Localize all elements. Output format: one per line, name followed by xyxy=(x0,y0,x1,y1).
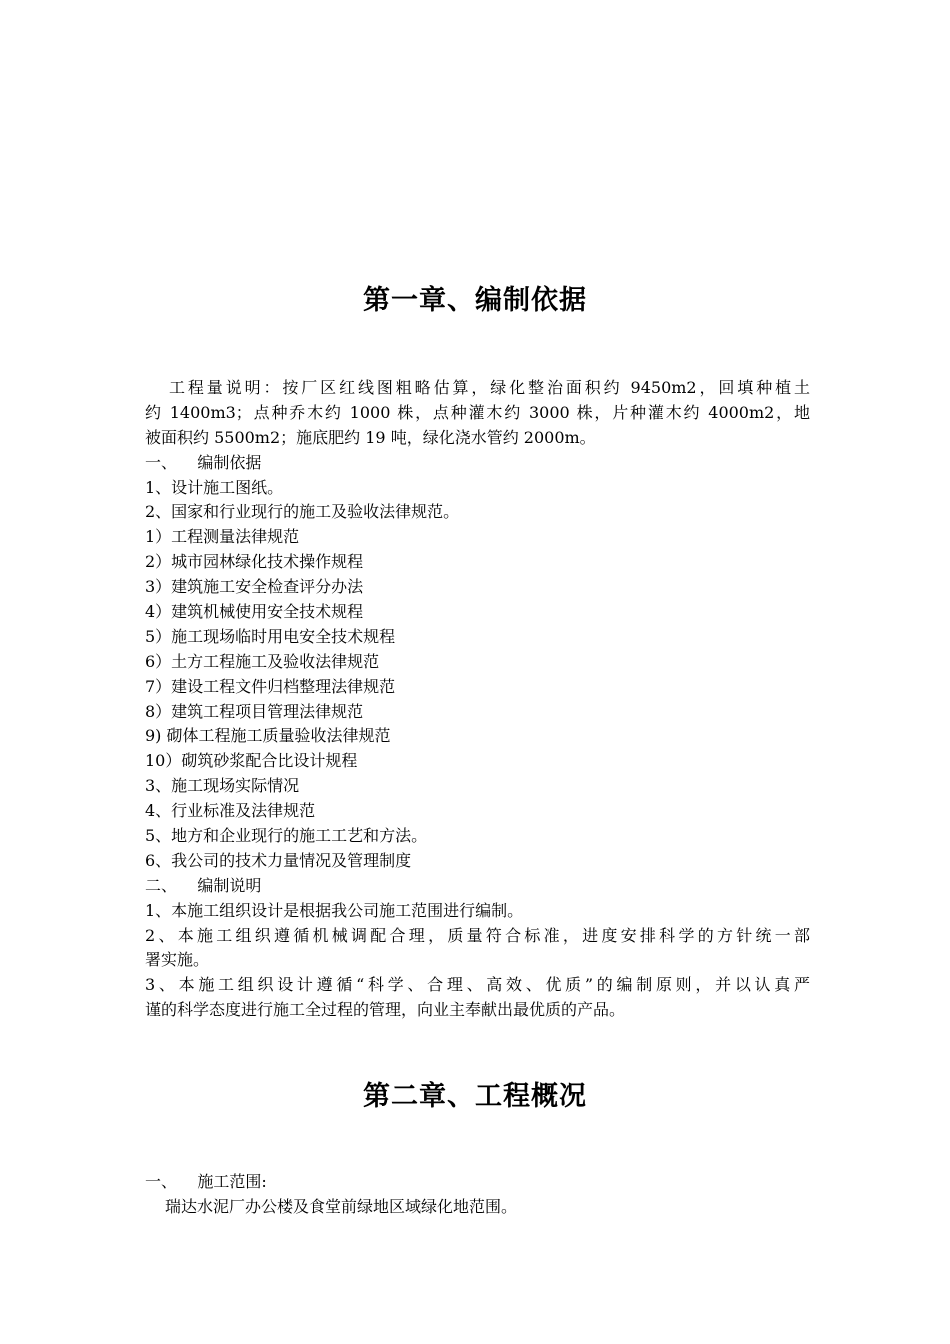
basis-item: 3）建筑施工安全检查评分办法 xyxy=(145,577,364,597)
intro-line-1: 工程量说明：按厂区红线图粗略估算，绿化整治面积约 9450m2，回填种植土 xyxy=(169,378,810,397)
chapter-1-title: 第一章、编制依据 xyxy=(363,285,587,316)
basis-item: 2、国家和行业现行的施工及验收法律规范。 xyxy=(145,502,460,522)
basis-item: 1、设计施工图纸。 xyxy=(145,477,284,497)
basis-item: 8）建筑工程项目管理法律规范 xyxy=(145,701,364,721)
basis-item: 6）土方工程施工及验收法律规范 xyxy=(145,651,380,671)
chapter-2-body xyxy=(145,1170,810,1220)
basis-item: 3、施工现场实际情况 xyxy=(145,776,300,796)
basis-item: 6、我公司的技术力量情况及管理制度 xyxy=(145,850,412,870)
notes-line: 署实施。 xyxy=(145,950,210,970)
basis-item: 5、地方和企业现行的施工工艺和方法。 xyxy=(145,826,428,846)
notes-line: 1、本施工组织设计是根据我公司施工范围进行编制。 xyxy=(145,900,524,920)
notes-line: 2、本施工组织遵循机械调配合理，质量符合标准，进度安排科学的方针统一部 xyxy=(145,925,810,945)
basis-item: 7）建设工程文件归档整理法律规范 xyxy=(145,676,396,696)
section-heading-notes: 二、 编制说明 xyxy=(145,875,262,895)
notes-line: 谨的科学态度进行施工全过程的管理，向业主奉献出最优质的产品。 xyxy=(145,1000,626,1020)
chapter-2-title: 第二章、工程概况 xyxy=(363,1081,587,1112)
section-heading-scope: 一、 施工范围: xyxy=(145,1172,267,1191)
basis-item: 4、行业标准及法律规范 xyxy=(145,801,316,821)
basis-item: 10）砌筑砂浆配合比设计规程 xyxy=(145,751,358,771)
basis-item: 2）城市园林绿化技术操作规程 xyxy=(145,552,364,572)
basis-item: 9) 砌体工程施工质量验收法律规范 xyxy=(145,726,391,746)
scope-text: 瑞达水泥厂办公楼及食堂前绿地区域绿化地范围。 xyxy=(165,1196,518,1216)
section-heading-basis: 一、 编制依据 xyxy=(145,452,262,472)
basis-item: 4）建筑机械使用安全技术规程 xyxy=(145,602,364,622)
intro-line-3: 被面积约 5500m2；施底肥约 19 吨，绿化浇水管约 2000m。 xyxy=(145,427,596,447)
notes-line: 3、本施工组织设计遵循“科学、合理、高效、优质”的编制原则，并以认真严 xyxy=(145,975,810,995)
basis-item: 5）施工现场临时用电安全技术规程 xyxy=(145,626,396,646)
basis-item: 1）工程测量法律规范 xyxy=(145,527,300,547)
intro-line-2: 约 1400m3；点种乔木约 1000 株，点种灌木约 3000 株，片种灌木约 4000m2，地 xyxy=(145,402,810,422)
chapter-1-body xyxy=(145,376,810,1023)
